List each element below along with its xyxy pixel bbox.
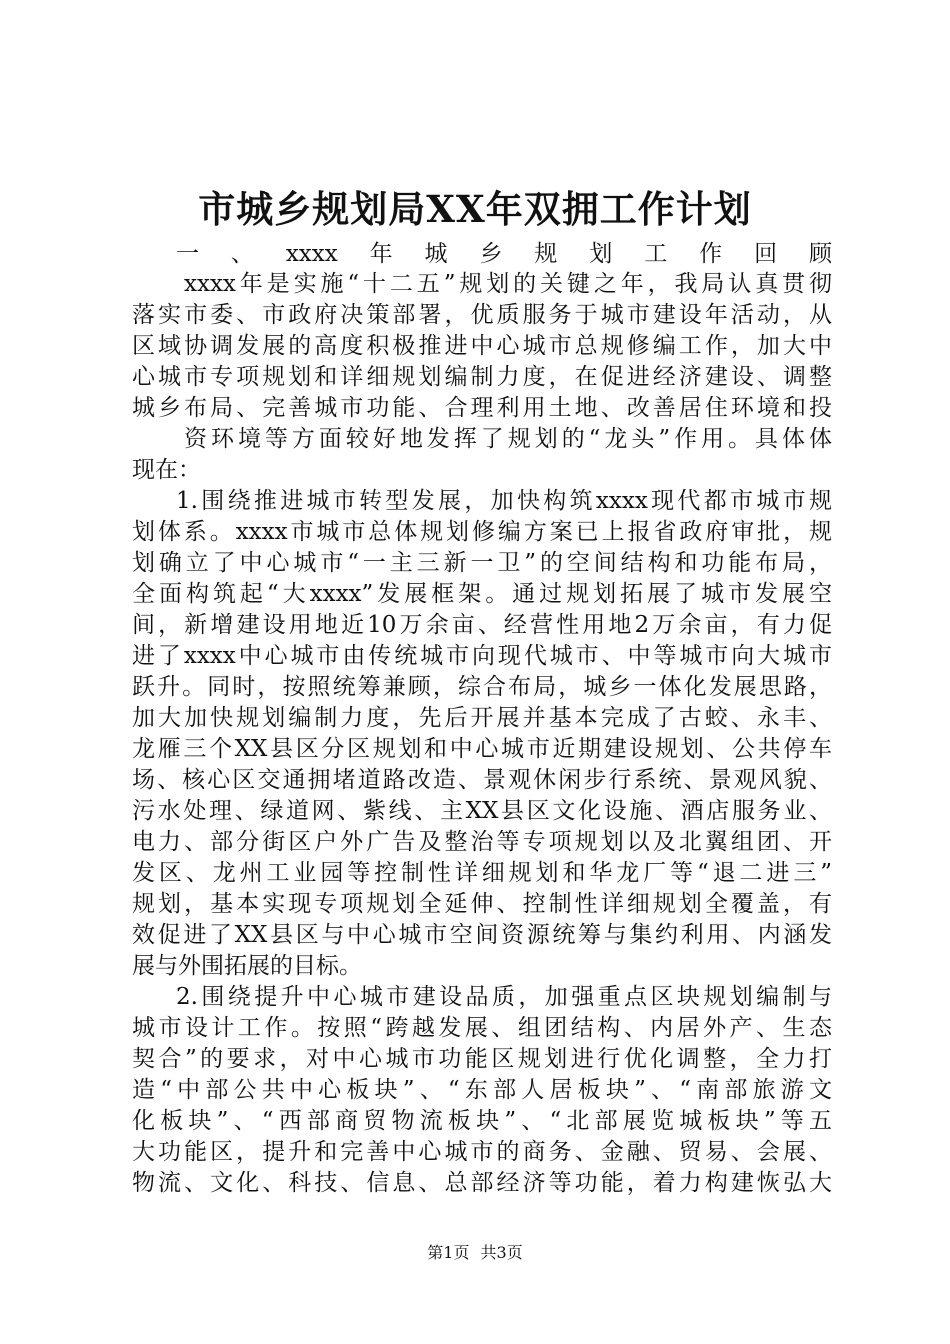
document-title: 市城乡规划局XX年双拥工作计划	[198, 187, 752, 231]
paragraph-line: 心城市专项规划和详细规划编制力度，在促进经济建设、调整	[132, 364, 832, 390]
paragraph-line: 资环境等方面较好地发挥了规划的“龙头”作用。具体体	[184, 426, 832, 452]
paragraph-line: 现在：	[132, 457, 201, 483]
paragraph-line: 落实市委、市政府决策部署，优质服务于城市建设年活动，从	[132, 302, 832, 328]
paragraph-line: 1.围绕推进城市转型发展，加快构筑xxxx现代都市城市规	[176, 488, 832, 514]
paragraph-line: 化板块”、“西部商贸物流板块”、“北部展览城板块”等五	[132, 1108, 832, 1134]
paragraph-line: 发区、龙州工业园等控制性详细规划和华龙厂等“退二进三”	[132, 860, 832, 886]
paragraph-line: 间，新增建设用地近10万余亩、经营性用地2万余亩，有力促	[132, 612, 832, 638]
paragraph-line: 龙雁三个XX县区分区规划和中心城市近期建设规划、公共停车	[132, 736, 832, 762]
paragraph-line: 加大加快规划编制力度，先后开展并基本完成了古蛟、永丰、	[132, 705, 832, 731]
paragraph-line: 城市设计工作。按照“跨越发展、组团结构、内居外产、生态	[132, 1015, 832, 1041]
paragraph-line: 城乡布局、完善城市功能、合理利用土地、改善居住环境和投	[132, 395, 832, 421]
paragraph-line: 划确立了中心城市“一主三新一卫”的空间结构和功能布局，	[132, 550, 832, 576]
paragraph-line: 契合”的要求，对中心城市功能区规划进行优化调整，全力打	[132, 1046, 832, 1072]
page-total: 共3页	[480, 1243, 523, 1262]
paragraph-line: 电力、部分街区户外广告及整治等专项规划以及北翼组团、开	[132, 829, 832, 855]
paragraph-line: xxxx年是实施“十二五”规划的关键之年，我局认真贯彻	[184, 271, 832, 297]
paragraph-line: 造“中部公共中心板块”、“东部人居板块”、“南部旅游文	[132, 1077, 832, 1103]
paragraph-line: 展与外围拓展的目标。	[132, 953, 362, 979]
paragraph-line: 划体系。xxxx市城市总体规划修编方案已上报省政府审批，规	[132, 519, 832, 545]
page-footer	[0, 1242, 950, 1264]
paragraph-line: 进了xxxx中心城市由传统城市向现代城市、中等城市向大城市	[132, 643, 832, 669]
paragraph-line: 大功能区，提升和完善中心城市的商务、金融、贸易、会展、	[132, 1139, 832, 1165]
page-number: 第1页	[427, 1243, 470, 1262]
paragraph-line: 场、核心区交通拥堵道路改造、景观休闲步行系统、景观风貌、	[132, 767, 832, 793]
paragraph-line: 物流、文化、科技、信息、总部经济等功能，着力构建恢弘大	[132, 1170, 832, 1196]
paragraph-line: 2.围绕提升中心城市建设品质，加强重点区块规划编制与	[176, 984, 832, 1010]
paragraph-line: 效促进了XX县区与中心城市空间资源统筹与集约利用、内涵发	[132, 922, 832, 948]
paragraph-line: 跃升。同时，按照统筹兼顾，综合布局，城乡一体化发展思路，	[132, 674, 832, 700]
paragraph-line: 区域协调发展的高度积极推进中心城市总规修编工作，加大中	[132, 333, 832, 359]
paragraph-line: 污水处理、绿道网、紫线、主XX县区文化设施、酒店服务业、	[132, 798, 832, 824]
paragraph-line: 规划，基本实现专项规划全延伸、控制性详细规划全覆盖，有	[132, 891, 832, 917]
section-heading: 一、xxxx年城乡规划工作回顾	[176, 241, 832, 267]
paragraph-line: 全面构筑起“大xxxx”发展框架。通过规划拓展了城市发展空	[132, 581, 832, 607]
